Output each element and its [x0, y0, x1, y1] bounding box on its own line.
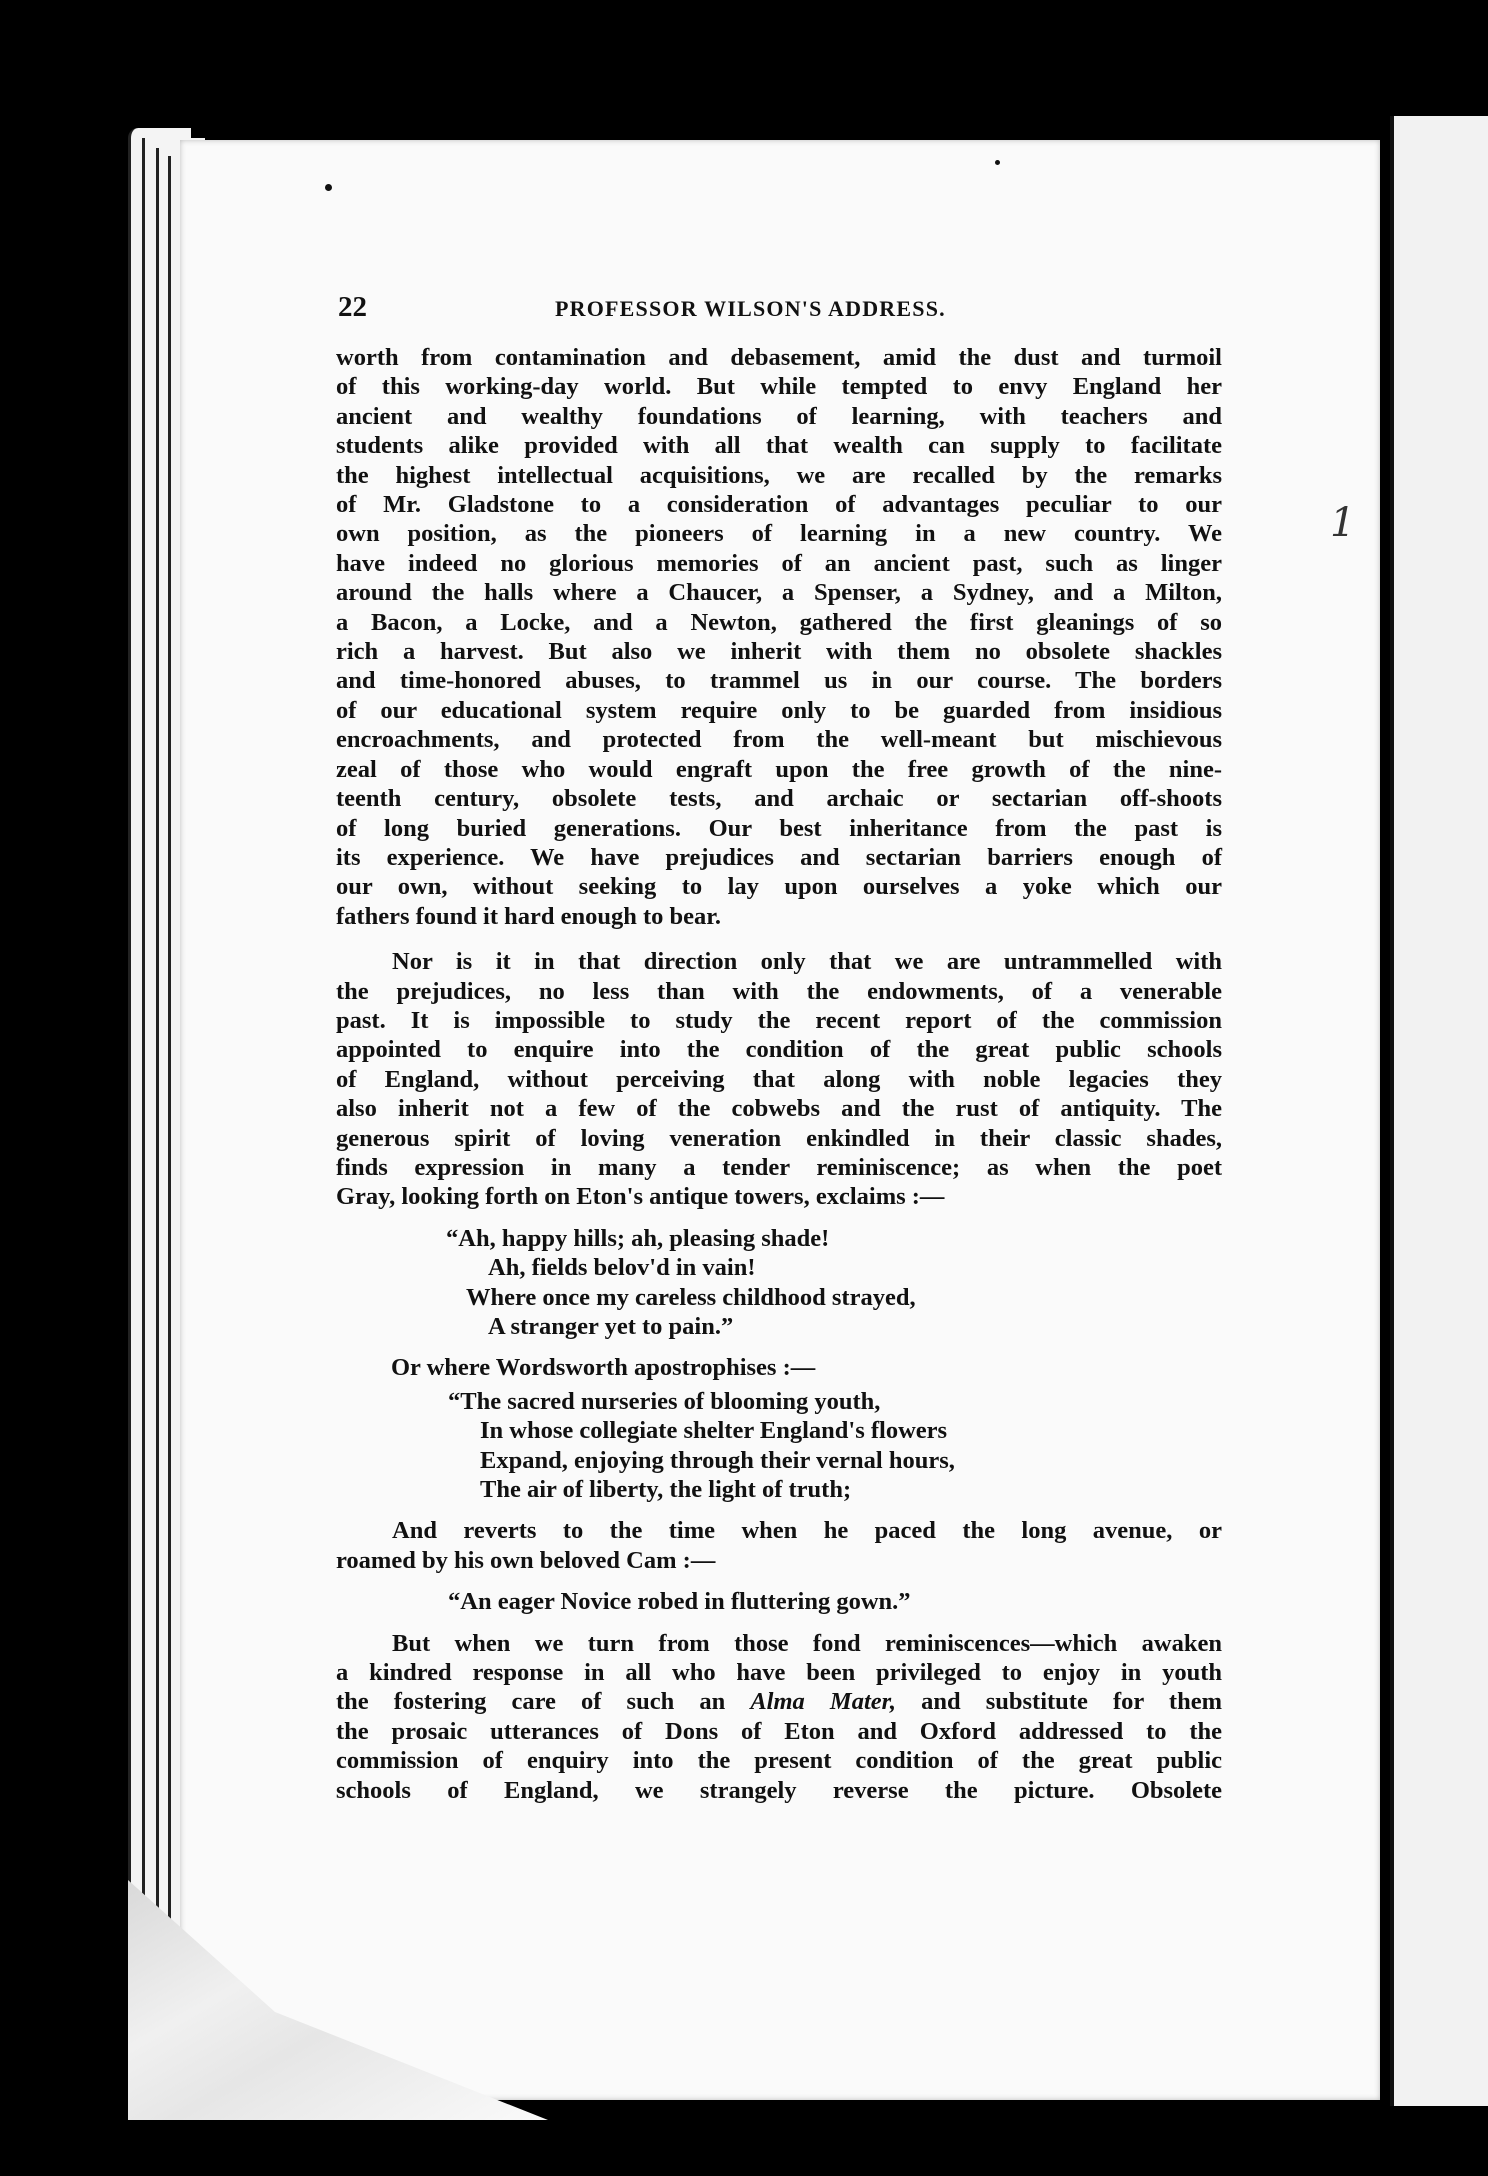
- verse-quotation: [336, 1224, 1222, 1342]
- text-line: have indeed no glorious memories of an ancient past, such as linger: [336, 549, 1222, 577]
- verse-line: “The sacred nurseries of blooming youth,: [448, 1387, 881, 1415]
- running-head: PROFESSOR WILSON'S ADDRESS.: [555, 296, 946, 321]
- text-line: of our educational system require only to be guarded from insidious: [336, 696, 1222, 724]
- text-span: and substitute for them: [895, 1688, 1222, 1716]
- verse-line: Where once my careless childhood strayed,: [466, 1283, 916, 1311]
- text-line: students alike provided with all that wealth can supply to facilitate: [336, 432, 1222, 460]
- text-line: fathers found it hard enough to bear.: [336, 902, 722, 930]
- text-line: rich a harvest. But also we inherit with them no obsolete shackles: [336, 638, 1222, 666]
- text-line: [336, 1687, 1222, 1716]
- ink-speck: [325, 184, 332, 191]
- text-line: schools of England, we strangely reverse the picture. Obsolete: [336, 1776, 1222, 1804]
- body-text: [336, 343, 1222, 1805]
- page-number: 22: [338, 291, 367, 323]
- text-line: the prosaic utterances of Dons of Eton and Oxford addressed to the: [336, 1717, 1222, 1745]
- verse-line: Expand, enjoying through their vernal hours,: [480, 1446, 955, 1474]
- text-line: a Bacon, a Locke, and a Newton, gathered the first gleanings of so: [336, 608, 1222, 636]
- text-line: of this working-day world. But while tempted to envy England her: [336, 373, 1222, 401]
- paragraph: [336, 1516, 1222, 1575]
- verse-line: The air of liberty, the light of truth;: [480, 1476, 852, 1504]
- paragraph: [336, 947, 1222, 1212]
- text-line: our own, without seeking to lay upon ourselves a yoke which our: [336, 873, 1222, 901]
- verse-line: “Ah, happy hills; ah, pleasing shade!: [446, 1224, 830, 1252]
- text-line: zeal of those who would engraft upon the free growth of the nine-: [336, 755, 1222, 783]
- text-line: And reverts to the time when he paced the long avenue, or: [392, 1517, 1222, 1545]
- text-line: encroachments, and protected from the well-meant but mischievous: [336, 726, 1222, 754]
- ink-speck: [995, 160, 1000, 165]
- text-line: around the halls where a Chaucer, a Spenser, a Sydney, and a Milton,: [336, 579, 1222, 607]
- text-line: appointed to enquire into the condition of the great public schools: [336, 1036, 1222, 1064]
- text-line: commission of enquiry into the present condition of the great public: [336, 1747, 1222, 1775]
- verse-quotation: [336, 1387, 1222, 1505]
- text-line: of England, without perceiving that along with noble legacies they: [336, 1065, 1222, 1093]
- text-line: Gray, looking forth on Eton's antique towers, exclaims :—: [336, 1183, 945, 1211]
- text-line: a kindred response in all who have been privileged to enjoy in youth: [336, 1659, 1222, 1687]
- text-line: generous spirit of loving veneration enkindled in their classic shades,: [336, 1124, 1222, 1152]
- text-line: ancient and wealthy foundations of learning, with teachers and: [336, 402, 1222, 430]
- next-page-edge: [1390, 116, 1488, 2106]
- paragraph: [336, 343, 1222, 931]
- text-line: finds expression in many a tender reminiscence; as when the poet: [336, 1153, 1222, 1181]
- text-line: worth from contamination and debasement, amid the dust and turmoil: [336, 344, 1222, 371]
- text-span: the fostering care of such an: [336, 1688, 751, 1716]
- text-line: past. It is impossible to study the recent report of the commission: [336, 1006, 1222, 1034]
- text-line: Or where Wordsworth apostrophises :—: [391, 1354, 816, 1382]
- text-line: also inherit not a few of the cobwebs and the rust of antiquity. The: [336, 1095, 1222, 1123]
- text-line: Nor is it in that direction only that we are untrammelled with: [392, 948, 1222, 976]
- paragraph: [336, 1629, 1222, 1805]
- italic-phrase: Alma Mater,: [750, 1688, 896, 1716]
- text-line: teenth century, obsolete tests, and archaic or sectarian off-shoots: [336, 785, 1222, 813]
- text-line: roamed by his own beloved Cam :—: [336, 1546, 716, 1574]
- verse-line: Ah, fields belov'd in vain!: [488, 1254, 756, 1282]
- text-line: But when we turn from those fond reminiscences—which awaken: [392, 1629, 1222, 1657]
- text-line: the highest intellectual acquisitions, we are recalled by the remarks: [336, 461, 1222, 489]
- margin-note: 1: [1330, 500, 1356, 546]
- text-line: of Mr. Gladstone to a consideration of advantages peculiar to our: [336, 491, 1222, 519]
- text-line: and time-honored abuses, to trammel us in our course. The borders: [336, 667, 1222, 695]
- verse-line: In whose collegiate shelter England's flowers: [480, 1417, 948, 1445]
- text-line: of long buried generations. Our best inheritance from the past is: [336, 814, 1222, 842]
- text-line: its experience. We have prejudices and sectarian barriers enough of: [336, 843, 1222, 871]
- verse-line: A stranger yet to pain.”: [488, 1313, 734, 1340]
- text-line: the prejudices, no less than with the endowments, of a venerable: [336, 977, 1222, 1005]
- verse-line: “An eager Novice robed in fluttering gown.”: [448, 1588, 911, 1616]
- text-line: own position, as the pioneers of learning in a new country. We: [336, 520, 1222, 548]
